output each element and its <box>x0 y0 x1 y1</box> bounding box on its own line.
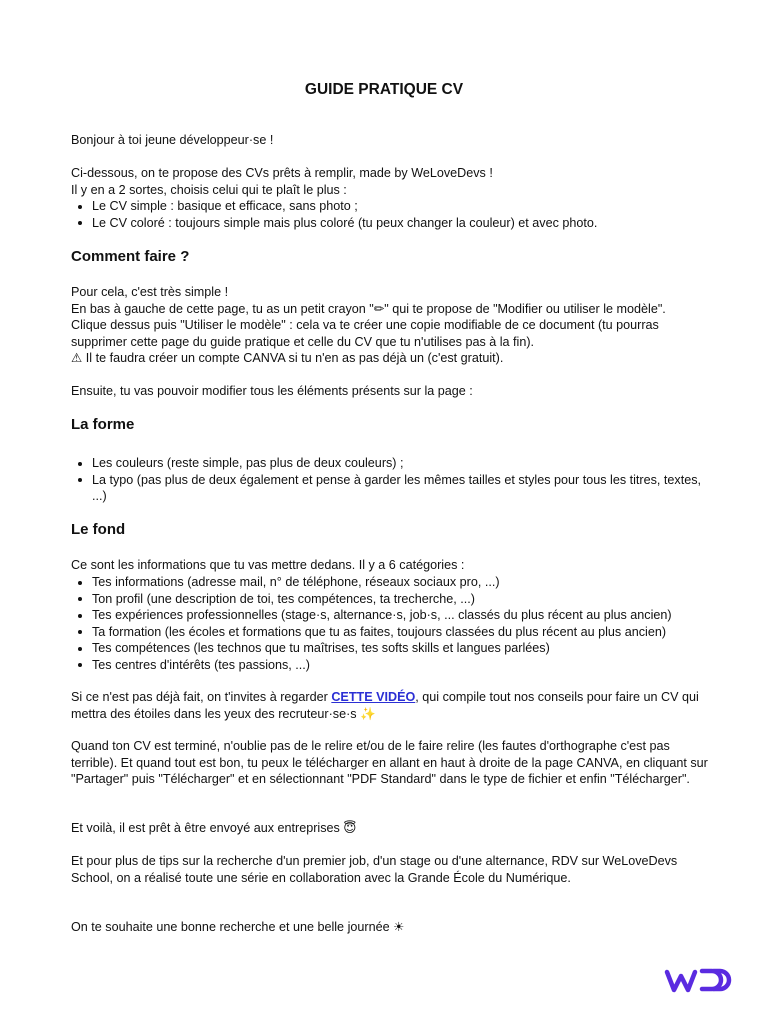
video-link[interactable]: CETTE VIDÉO <box>331 690 416 704</box>
list-item: Tes expériences professionnelles (stage·s, alternance·s, job·s, ... classés du plus récent au plus ancien) <box>71 607 711 624</box>
how-line: Pour cela, c'est très simple ! <box>71 285 229 299</box>
list-item: Tes informations (adresse mail, n° de téléphone, réseaux sociaux pro, ...) <box>71 574 711 591</box>
list-item: Les couleurs (reste simple, pas plus de deux couleurs) ; <box>71 455 711 472</box>
how-line: Clique dessus puis "Utiliser le modèle" : cela va te créer une copie modifiable de ce document (tu pourras supprimer cette page du guide pratique et celle du CV que tu n'utilises pas à la fin). <box>71 318 659 349</box>
list-item: Le CV coloré : toujours simple mais plus coloré (tu peux changer la couleur) et avec photo. <box>71 215 711 232</box>
list-item: La typo (pas plus de deux également et pense à garder les mêmes tailles et styles pour tous les titres, textes, ...) <box>71 472 711 505</box>
list-item: Ta formation (les écoles et formations que tu as faites, toujours classées du plus récent au plus ancien) <box>71 624 711 641</box>
intro-line: Il y en a 2 sortes, choisis celui qui te plaît le plus : <box>71 182 347 197</box>
greeting-text: Bonjour à toi jeune développeur·se ! <box>71 133 274 147</box>
cv-types-list <box>71 198 711 231</box>
video-paragraph <box>71 689 711 722</box>
intro-line: Ci-dessous, on te propose des CVs prêts à remplir, made by WeLoveDevs ! <box>71 166 493 180</box>
then-text: Ensuite, tu vas pouvoir modifier tous les éléments présents sur la page : <box>71 384 473 398</box>
fond-list <box>71 574 711 674</box>
how-line: En bas à gauche de cette page, tu as un petit crayon "✏" qui te propose de "Modifier ou utiliser le modèle". <box>71 301 666 316</box>
list-item: Ton profil (une description de toi, tes compétences, ta trecherche, ...) <box>71 591 711 608</box>
section-heading-forme: La forme <box>71 416 135 433</box>
forme-list <box>71 455 711 505</box>
how-paragraph <box>71 284 711 367</box>
tips-paragraph: Et pour plus de tips sur la recherche d'un premier job, d'un stage ou d'une alternance, RDV sur WeLoveDevs School, on a réalisé toute une série en collaboration avec la Grande École du Numérique. <box>71 854 678 885</box>
welovedevs-logo-icon <box>662 962 734 998</box>
intro-paragraph <box>71 165 711 198</box>
page-title: GUIDE PRATIQUE CV <box>304 81 464 98</box>
list-item: Le CV simple : basique et efficace, sans photo ; <box>71 198 711 215</box>
list-item: Tes compétences (les technos que tu maîtrises, tes softs skills et langues parlées) <box>71 640 711 657</box>
list-item: Tes centres d'intérêts (tes passions, ...) <box>71 657 711 674</box>
video-text-after: , qui compile tout nos conseils pour faire un CV qui mettra des étoiles dans les yeux des recruteur·se·s ✨ <box>71 690 699 721</box>
finish-paragraph: Quand ton CV est terminé, n'oublie pas de le relire et/ou de le faire relire (les fautes d'orthographe c'est pas terrible). Et quand tout est bon, tu peux le télécharger en allant en haut à droite de la page CANVA, en cliquant sur "Partager" puis "Télécharger" et en sélectionnant "PDF Standard" dans le type de fichier et enfin "Télécharger". <box>71 739 708 787</box>
video-text-before: Si ce n'est pas déjà fait, on t'invites à regarder <box>71 690 332 704</box>
section-heading-fond: Le fond <box>71 521 126 538</box>
closing-text: On te souhaite une bonne recherche et une belle journée ☀ <box>71 920 405 934</box>
section-heading-how: Comment faire ? <box>71 248 190 265</box>
fond-intro: Ce sont les informations que tu vas mettre dedans. Il y a 6 catégories : <box>71 558 465 572</box>
warning-line: ⚠ Il te faudra créer un compte CANVA si tu n'en as pas déjà un (c'est gratuit). <box>71 351 504 366</box>
ready-text: Et voilà, il est prêt à être envoyé aux entreprises 😇 <box>71 821 357 835</box>
